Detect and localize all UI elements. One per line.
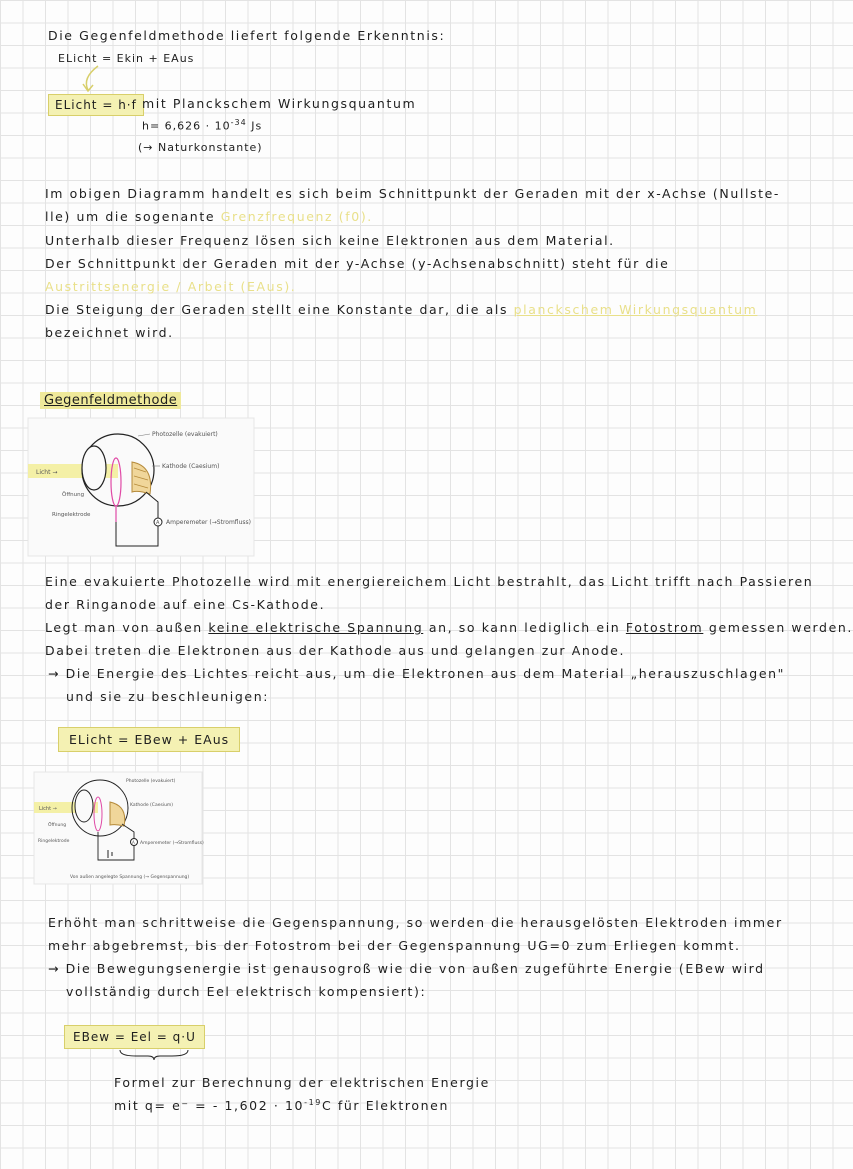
paragraph-line-4: Der Schnittpunkt der Geraden mit der y-Achse (y-Achsenabschnitt) steht für die [45,256,670,271]
licht-label: Licht → [36,469,58,476]
formula-box-ebew: EBew = Eel = q·U [64,1025,205,1049]
formel-line-2: mit q= e⁻ = - $1,602 \cdot 10^{-19}C$ für Elektronen [114,1098,449,1114]
block2-line-1: Eine evakuierte Photozelle wird mit energiereichem Licht bestrahlt, das Licht trifft nach Passieren [45,574,814,589]
arrow-down-icon [78,64,108,94]
photozelle-diagram-2 [34,772,202,884]
paragraph-line-2: lle) um die sogenante Grenzfrequenz (f0). [45,209,373,224]
brace-icon [118,1048,190,1062]
oeffnung-label-2: Öffnung [48,823,67,828]
photozelle-label-2: Photozelle (evakuiert) [126,779,176,784]
ringelektrode-label-2: Ringelektrode [38,839,70,844]
wirkungsquantum-highlight: planckschem Wirkungsquantum [513,302,758,317]
energy-formula: ELicht = Ekin + EAus [58,52,195,65]
ringelektrode-label: Ringelektrode [52,512,91,518]
paragraph-line-6: Die Steigung der Geraden stellt eine Konstante dar, die als planckschem Wirkungsquantum [45,302,758,317]
naturkonstante-note: (→ Naturkonstante) [138,141,263,154]
paragraph-line-1: Im obigen Diagramm handelt es sich beim Schnittpunkt der Geraden mit der x-Achse (Nullste- [45,186,781,201]
austrittsenergie-highlight: Austrittsenergie / Arbeit (EAus). [45,279,297,294]
spannung-label: Von außen angelegte Spannung (→ Gegenspannung) [70,875,190,880]
amperemeter-label: Amperemeter (→Stromfluss) [166,519,251,526]
block3-line-3: → Die Bewegungsenergie ist genausogroß wie die von außen zugeführte Energie (EBew wird [48,961,765,976]
block3-line-2: mehr abgebremst, bis der Fotostrom bei der Gegenspannung UG=0 zum Erliegen kommt. [48,938,741,953]
block2-line-4: Dabei treten die Elektronen aus der Kathode aus und gelangen zur Anode. [45,643,626,658]
kathode-label: Kathode (Caesium) [162,463,220,470]
paragraph-line-3: Unterhalb dieser Frequenz lösen sich keine Elektronen aus dem Material. [45,233,615,248]
formula-box-hf: ELicht = h·f [48,94,144,116]
planck-label: mit Planckschem Wirkungsquantum [142,96,417,111]
block3-line-4: vollständig durch Eel elektrisch kompensiert): [66,984,427,999]
section-heading: Gegenfeldmethode [40,392,181,409]
block2-line-3: Legt man von außen keine elektrische Spannung an, so kann lediglich ein Fotostrom gemessen werden. [45,620,853,635]
amperemeter-symbol-2: A [132,840,135,845]
block3-line-1: Erhöht man schrittweise die Gegenspannung, so werden die herausgelösten Elektroden immer [48,915,783,930]
photozelle-diagram-1 [28,418,254,556]
amperemeter-symbol: A [156,520,160,526]
kathode-label-2: Kathode (Caesium) [130,803,174,808]
block2-line-5: → Die Energie des Lichtes reicht aus, um die Elektronen aus dem Material „herauszuschlagen" [48,666,785,681]
block2-line-2: der Ringanode auf eine Cs-Kathode. [45,597,326,612]
grenzfrequenz-highlight: Grenzfrequenz (f0). [220,209,373,224]
formel-line-1: Formel zur Berechnung der elektrischen Energie [114,1075,490,1090]
photozelle-label: Photozelle (evakuiert) [152,431,218,438]
amperemeter-label-2: Amperemeter (→Stromfluss) [140,841,204,846]
planck-value: $h= 6,626 \cdot 10^{-34}$ Js [142,118,263,133]
formula-box-licht: ELicht = EBew + EAus [58,727,240,752]
block2-line-6: und sie zu beschleunigen: [66,689,270,704]
paragraph-line-7: bezeichnet wird. [45,325,174,340]
intro-line: Die Gegenfeldmethode liefert folgende Erkenntnis: [48,28,446,43]
licht-label-2: Licht → [39,806,57,812]
oeffnung-label: Öffnung [62,492,85,498]
